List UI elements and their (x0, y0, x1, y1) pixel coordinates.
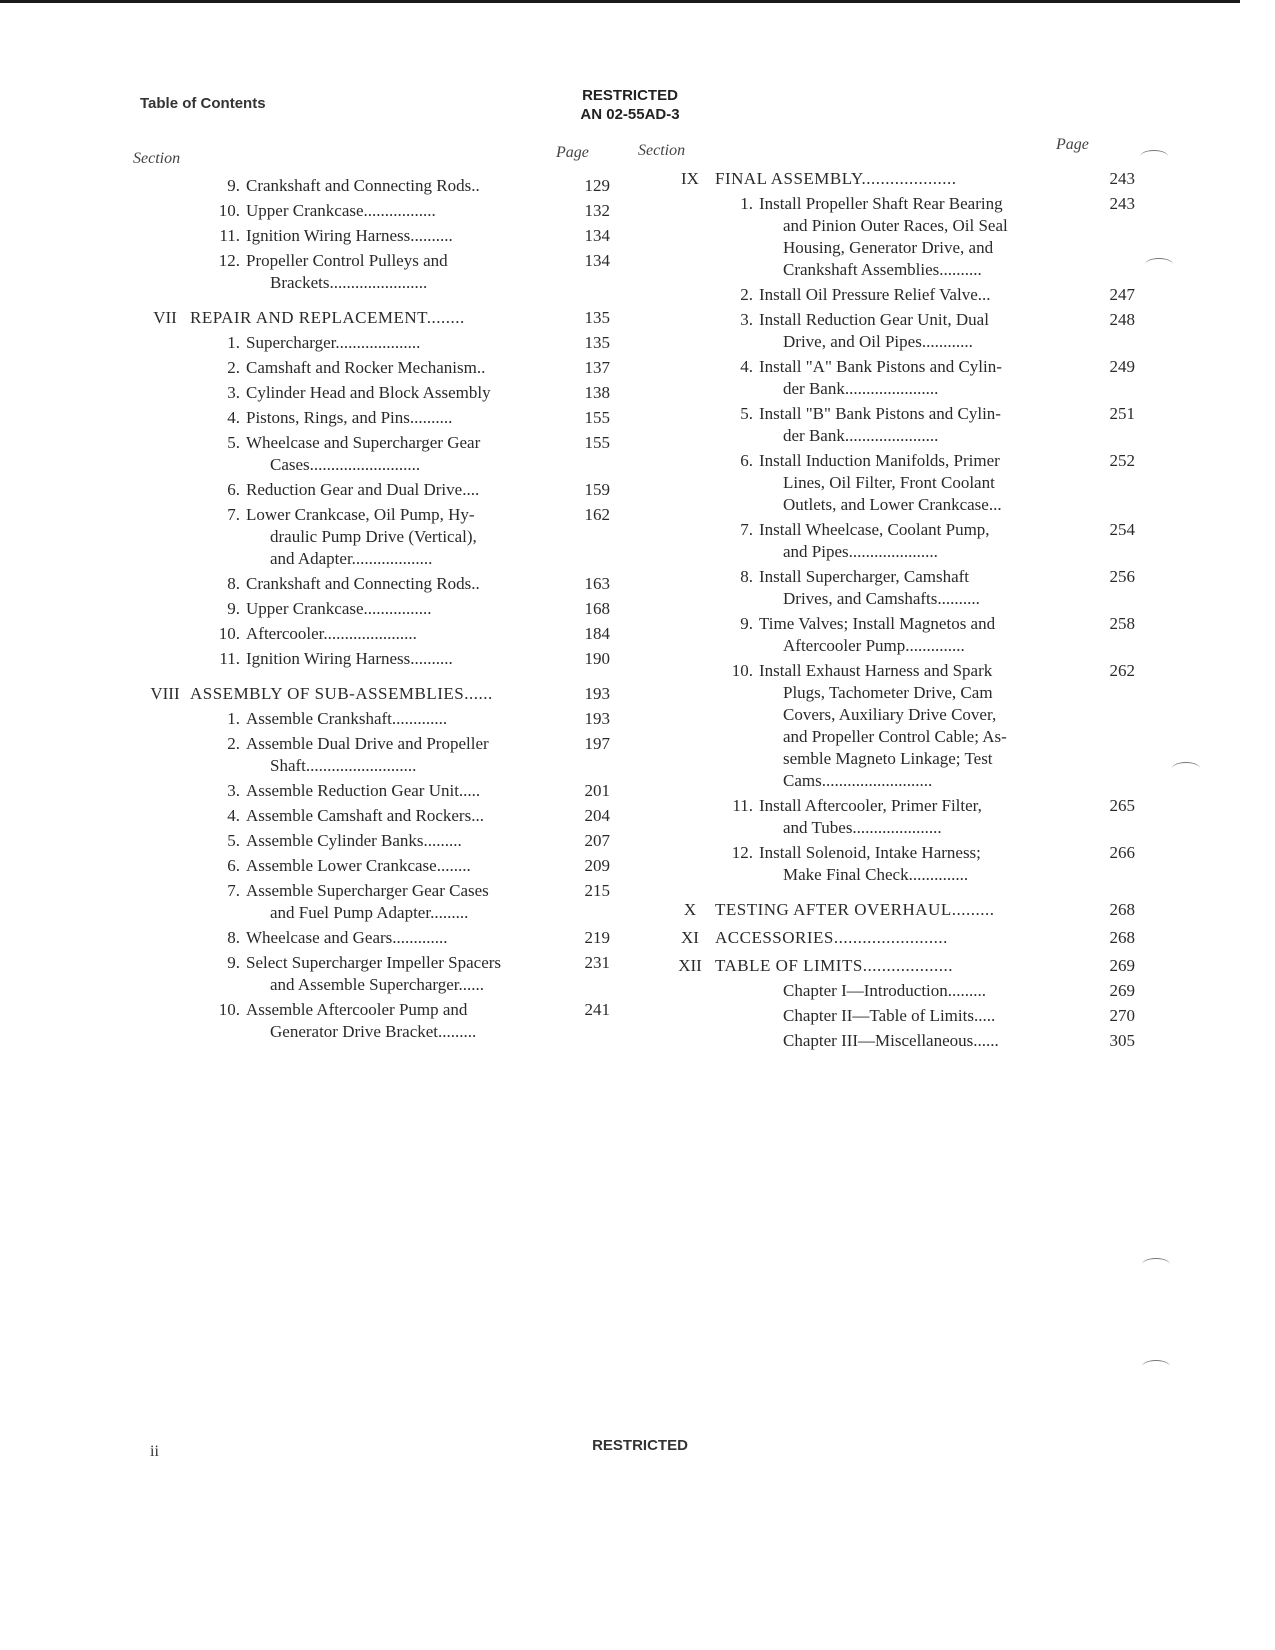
left-section-header: Section (133, 150, 181, 167)
toc-entry: 9. Time Valves; Install Magnetos and Aftercooler Pump.............. 258 (740, 614, 1135, 655)
toc-entry: 8. Wheelcase and Gears............. 219 (227, 928, 610, 947)
toc-section-vii: VII REPAIR AND REPLACEMENT........ 135 (153, 308, 610, 327)
toc-entry: 10. Install Exhaust Harness and Spark Plugs, Tachometer Drive, Cam Covers, Auxiliary Drive Cover, and Propeller Control Cable; As- semble Magneto Linkage; Test Cams.......................... 262 (731, 661, 1135, 790)
toc-entry: 2. Install Oil Pressure Relief Valve... 247 (740, 285, 1135, 304)
toc-entry: 4. Pistons, Rings, and Pins.......... 155 (227, 408, 610, 427)
toc-entry: 7. Install Wheelcase, Coolant Pump, and Pipes..................... 254 (740, 520, 1135, 561)
toc-section-xii: XII TABLE OF LIMITS................... 269 (678, 956, 1135, 975)
toc-entry: Chapter III—Miscellaneous...... 305 (783, 1031, 1135, 1050)
toc-entry: 5. Wheelcase and Supercharger Gear Cases.......................... 155 (227, 433, 610, 474)
doc-number: AN 02-55AD-3 (580, 106, 680, 123)
toc-entry: 9. Crankshaft and Connecting Rods.. 129 (227, 176, 610, 195)
toc-entry: 11. Install Aftercooler, Primer Filter, and Tubes..................... 265 (732, 796, 1135, 837)
toc-entry: 3. Cylinder Head and Block Assembly 138 (227, 383, 610, 402)
toc-entry: 6. Install Induction Manifolds, Primer Lines, Oil Filter, Front Coolant Outlets, and Lower Crankcase... 252 (740, 451, 1135, 514)
left-page-header: Page (556, 144, 589, 161)
toc-entry: 7. Lower Crankcase, Oil Pump, Hy- draulic Pump Drive (Vertical), and Adapter................... 162 (227, 505, 610, 568)
toc-entry: 9. Select Supercharger Impeller Spacers and Assemble Supercharger...... 231 (227, 953, 610, 994)
toc-entry: 3. Assemble Reduction Gear Unit..... 201 (227, 781, 610, 800)
toc-entry: 6. Assemble Lower Crankcase........ 209 (227, 856, 610, 875)
footer-restricted: RESTRICTED (592, 1437, 688, 1454)
scan-mark (1172, 762, 1200, 775)
toc-entry: 2. Camshaft and Rocker Mechanism.. 137 (227, 358, 610, 377)
toc-entry: 1. Supercharger.................... 135 (227, 333, 610, 352)
toc-section-x: X TESTING AFTER OVERHAUL......... 268 (683, 900, 1135, 919)
top-border (0, 0, 1240, 3)
scan-mark (1140, 150, 1168, 163)
toc-entry: 1. Install Propeller Shaft Rear Bearing and Pinion Outer Races, Oil Seal Housing, Generator Drive, and Crankshaft Assemblies.......... 243 (740, 194, 1135, 279)
toc-entry: 8. Crankshaft and Connecting Rods.. 163 (227, 574, 610, 593)
toc-section-xi: XI ACCESSORIES........................ 268 (681, 928, 1135, 947)
toc-entry: 6. Reduction Gear and Dual Drive.... 159 (227, 480, 610, 499)
toc-entry: 8. Install Supercharger, Camshaft Drives, and Camshafts.......... 256 (740, 567, 1135, 608)
toc-entry: 9. Upper Crankcase................ 168 (227, 599, 610, 618)
toc-entry: 10. Upper Crankcase................. 132 (218, 201, 610, 220)
doc-header (545, 86, 715, 124)
scan-mark (1145, 258, 1173, 271)
toc-entry: Chapter II—Table of Limits..... 270 (783, 1006, 1135, 1025)
toc-entry: 2. Assemble Dual Drive and Propeller Shaft.......................... 197 (227, 734, 610, 775)
toc-entry: 4. Install "A" Bank Pistons and Cylin- der Bank...................... 249 (740, 357, 1135, 398)
toc-entry: 3. Install Reduction Gear Unit, Dual Drive, and Oil Pipes............ 248 (740, 310, 1135, 351)
toc-left-column (140, 175, 610, 1043)
page-number: ii (150, 1443, 159, 1460)
toc-entry: Chapter I—Introduction......... 269 (783, 981, 1135, 1000)
right-section-header: Section (638, 142, 686, 159)
right-page-header: Page (1056, 136, 1089, 153)
toc-entry: 11. Ignition Wiring Harness.......... 134 (219, 226, 610, 245)
toc-entry: 11. Ignition Wiring Harness.......... 190 (219, 649, 610, 668)
toc-right-column (665, 168, 1135, 1052)
toc-section-ix: IX FINAL ASSEMBLY.................... 243 (681, 169, 1135, 188)
toc-entry: 12. Install Solenoid, Intake Harness; Make Final Check.............. 266 (731, 843, 1135, 884)
toc-entry: 7. Assemble Supercharger Gear Cases and Fuel Pump Adapter......... 215 (227, 881, 610, 922)
toc-entry: 10. Assemble Aftercooler Pump and Generator Drive Bracket......... 241 (218, 1000, 610, 1041)
toc-entry: 4. Assemble Camshaft and Rockers... 204 (227, 806, 610, 825)
toc-entry: 5. Install "B" Bank Pistons and Cylin- der Bank...................... 251 (740, 404, 1135, 445)
toc-entry: 12. Propeller Control Pulleys and Brackets....................... 134 (218, 251, 610, 292)
toc-entry: 1. Assemble Crankshaft............. 193 (227, 709, 610, 728)
scan-mark (1142, 1360, 1170, 1373)
toc-entry: 10. Aftercooler...................... 184 (218, 624, 610, 643)
scan-mark (1142, 1258, 1170, 1271)
restricted-marking: RESTRICTED (582, 87, 678, 104)
toc-section-viii: VIII ASSEMBLY OF SUB-ASSEMBLIES...... 193 (150, 684, 610, 703)
toc-entry: 5. Assemble Cylinder Banks......... 207 (227, 831, 610, 850)
running-head: Table of Contents (140, 95, 266, 112)
